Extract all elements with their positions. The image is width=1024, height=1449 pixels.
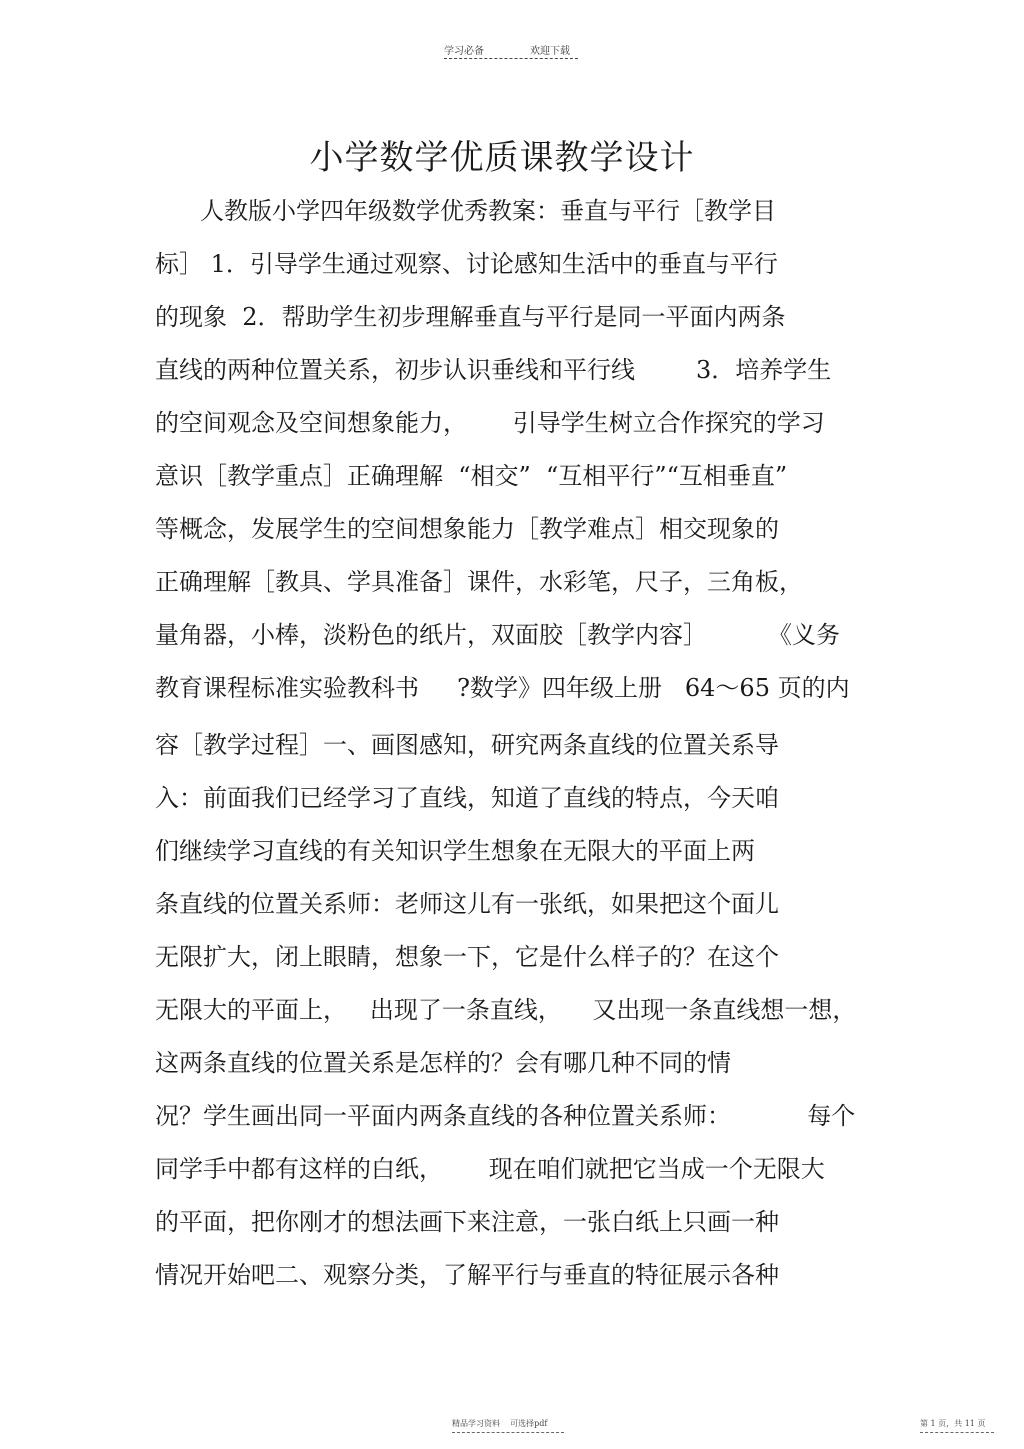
footer-divider [452, 1432, 564, 1433]
body-line: 等概念，发展学生的空间想象能力［教学难点］相交现象的 [155, 515, 779, 543]
header-right-text: 欢迎下载 [530, 46, 570, 57]
body-line: 情况开始吧二、观察分类，了解平行与垂直的特征展示各种 [155, 1261, 779, 1289]
footer-divider [920, 1432, 994, 1433]
body-line: 的空间观念及空间想象能力， 引导学生树立合作探究的学习 [155, 409, 825, 437]
page-title: 小学数学优质课教学设计 [309, 138, 695, 178]
body-line: 们继续学习直线的有关知识学生想象在无限大的平面上两 [155, 837, 755, 865]
body-line: 况？学生画出同一平面内两条直线的各种位置关系师： 每个 [155, 1102, 856, 1130]
body-line: 无限大的平面上， 出现了一条直线， 又出现一条直线想一想， [155, 996, 857, 1024]
body-line: 量角器，小棒，淡粉色的纸片，双面胶［教学内容］ 《义务 [155, 621, 841, 649]
body-line: 这两条直线的位置关系是怎样的？会有哪几种不同的情 [155, 1049, 731, 1077]
body-line: 无限扩大，闭上眼睛，想象一下，它是什么样子的？在这个 [155, 943, 779, 971]
page-number: 第 1 页，共 11 页 [920, 1419, 986, 1428]
body-line: 的现象 2．帮助学生初步理解垂直与平行是同一平面内两条 [155, 303, 786, 331]
body-line: 标］ 1．引导学生通过观察、讨论感知生活中的垂直与平行 [155, 250, 778, 278]
header-divider [444, 58, 578, 59]
body-line: 的平面，把你刚才的想法画下来注意，一张白纸上只画一种 [155, 1208, 779, 1236]
body-line: 条直线的位置关系师：老师这儿有一张纸，如果把这个面儿 [155, 890, 779, 918]
body-line: 容［教学过程］一、画图感知，研究两条直线的位置关系导 [155, 731, 779, 759]
body-line: 意识［教学重点］正确理解 “相交” “互相平行”“互相垂直” [155, 462, 788, 490]
body-line: 教育课程标准实验教科书 ?数学》四年级上册 64～65 页的内 [155, 674, 850, 702]
body-line: 直线的两种位置关系，初步认识垂线和平行线 3．培养学生 [155, 356, 832, 384]
body-line: 入：前面我们已经学习了直线，知道了直线的特点，今天咱 [155, 784, 779, 812]
body-line: 人教版小学四年级数学优秀教案：垂直与平行［教学目 [200, 197, 776, 225]
body-line: 正确理解［教具、学具准备］课件，水彩笔，尺子，三角板， [155, 568, 803, 596]
header-left-text: 学习必备 [444, 46, 484, 57]
body-line: 同学手中都有这样的白纸， 现在咱们就把它当成一个无限大 [155, 1155, 825, 1183]
footer-left-text: 精品学习资料 可选择pdf [452, 1419, 548, 1428]
